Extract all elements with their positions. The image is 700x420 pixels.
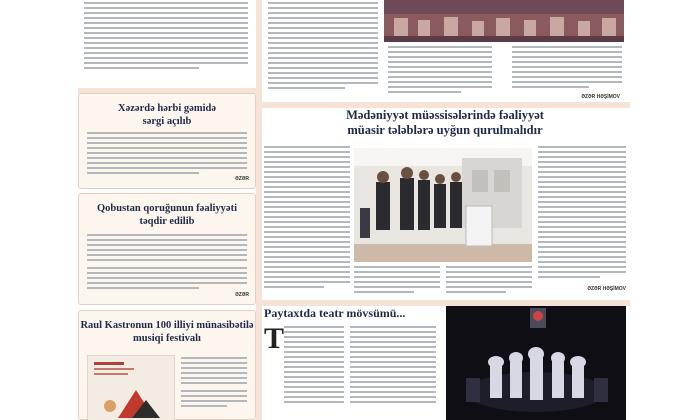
bottom-article-col-1 bbox=[284, 326, 344, 420]
left-top-text bbox=[80, 0, 252, 88]
article-title: Raul Kastronun 100 illiyi münasibətilə musiqi festivalı bbox=[80, 320, 254, 344]
main-article-col-2 bbox=[354, 266, 440, 298]
theatre-stage-photo bbox=[446, 306, 626, 420]
article-box-gobustan bbox=[78, 193, 256, 305]
article-box-navy-exhibition bbox=[78, 93, 256, 189]
article-title: Xəzərdə hərbi gəmidə sərgi açılıb bbox=[118, 103, 216, 127]
officials-visit-photo bbox=[354, 148, 532, 262]
top-article-text-3 bbox=[508, 46, 626, 102]
drop-cap: T bbox=[264, 322, 285, 355]
conference-hall-photo bbox=[384, 0, 624, 42]
top-article-text-2 bbox=[384, 46, 496, 102]
top-article-text bbox=[264, 0, 382, 100]
article-title: Qobustan qoruğunun fəaliyyəti təqdir edilib bbox=[96, 203, 238, 227]
bottom-article-col-2 bbox=[350, 326, 436, 420]
author-tag: ƏZƏR bbox=[235, 292, 249, 298]
main-article-col-1 bbox=[264, 146, 350, 296]
main-article-title: Mədəniyyət müəssisələrində fəaliyyət müasir tələblərə uyğun qurulmalıdır bbox=[346, 108, 544, 137]
main-article-col-4 bbox=[538, 146, 626, 296]
bottom-article-title: Paytaxtda teatr mövsümü... bbox=[264, 306, 406, 320]
author-tag: ƏZƏR HƏŞİMOV bbox=[587, 286, 626, 292]
author-tag: ƏZƏR HƏŞİMOV bbox=[581, 94, 620, 100]
main-article-col-3 bbox=[446, 266, 532, 298]
author-tag: ƏZƏR bbox=[235, 176, 249, 182]
article-box-music-festival bbox=[78, 310, 256, 420]
festival-poster-image bbox=[87, 355, 175, 420]
